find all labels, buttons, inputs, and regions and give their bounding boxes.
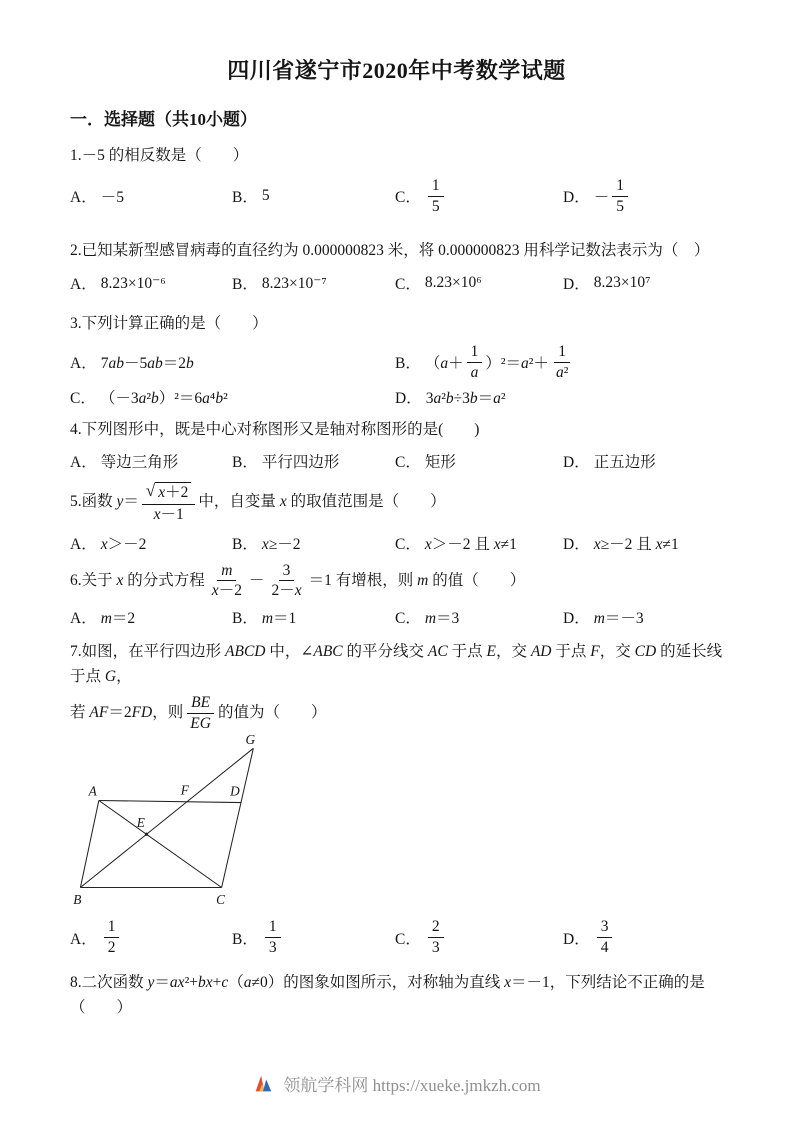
q3-option-d — [395, 386, 723, 408]
fraction-denominator: 5 — [616, 197, 624, 215]
option-text: m＝3 — [424, 610, 460, 628]
side-AD — [99, 801, 241, 803]
option-label: C． — [395, 610, 421, 628]
q3-options-row1 — [70, 343, 723, 382]
fraction-numerator: m — [217, 562, 236, 582]
label-G: G — [245, 734, 256, 748]
option-label: C． — [395, 535, 421, 553]
minus-sign: － — [593, 189, 610, 207]
option-label: A． — [70, 454, 97, 472]
option-label: D． — [563, 610, 590, 628]
question-5 — [70, 482, 723, 553]
radicand: x＋2 — [155, 482, 191, 502]
q4-option-d — [563, 450, 723, 472]
q5-stem — [70, 482, 723, 523]
q1-options — [70, 177, 723, 216]
label-D: D — [230, 783, 240, 799]
fraction-denominator: EG — [190, 714, 211, 732]
fraction — [186, 694, 215, 733]
option-label: C． — [70, 389, 96, 407]
fraction-denominator: a² — [555, 363, 569, 381]
option-label: B． — [395, 355, 421, 373]
q6-stem — [70, 562, 723, 601]
question-4 — [70, 418, 723, 473]
q4-stem: 4.下列图形中，既是中心对称图形又是轴对称图形的是( ) — [70, 420, 480, 438]
fraction-numerator: 3 — [279, 562, 295, 582]
fraction — [597, 918, 613, 957]
fraction — [612, 177, 628, 216]
q5-option-b — [232, 532, 395, 554]
q7-figure — [70, 734, 723, 910]
option-text: 7ab－5ab＝2b — [100, 355, 194, 373]
option-text: 8.23×10⁷ — [593, 274, 651, 292]
q6-option-c — [395, 606, 563, 628]
option-text: x＞－2 且 x≠1 — [424, 535, 517, 553]
option-label: C． — [395, 930, 421, 948]
label-E: E — [136, 815, 145, 831]
option-text: m＝1 — [261, 610, 297, 628]
label-B: B — [73, 892, 82, 908]
option-label: D． — [563, 276, 590, 294]
q7-stem-line1: 7.如图，在平行四边形 ABCD 中，∠ABC 的平分线交 AC 于点 E，交 AD 于点 F，交 CD 的延长线于点 G， — [70, 643, 723, 686]
fraction-numerator: 1 — [612, 177, 628, 197]
fraction-denominator: x－1 — [153, 505, 184, 523]
q1-stem: 1.－5 的相反数是（ ） — [70, 147, 249, 164]
point-E — [145, 833, 148, 836]
q4-options — [70, 450, 723, 472]
q7-options — [70, 918, 723, 957]
option-label: C． — [395, 276, 421, 294]
option-label: A． — [70, 355, 97, 373]
question-2 — [70, 239, 723, 294]
q2-stem: 2.已知某新型感冒病毒的直径约为 0.000000823 米，将 0.000000823 用科学记数法表示为（ ） — [70, 242, 710, 260]
q7-option-c — [395, 918, 563, 957]
q2-options — [70, 272, 723, 294]
option-text: 8.23×10⁶ — [424, 274, 482, 292]
option-label: A． — [70, 610, 97, 628]
option-text: （－3a²b）²＝6a⁴b² — [99, 389, 228, 407]
option-label: D． — [563, 535, 590, 553]
fraction — [267, 562, 305, 601]
q3-options-row2 — [70, 386, 723, 408]
q1-option-d — [563, 177, 723, 216]
option-text: （a＋ — [424, 355, 464, 373]
fraction — [142, 482, 196, 523]
q4-option-b — [232, 450, 395, 472]
label-C: C — [216, 892, 226, 908]
q1-option-c — [395, 177, 563, 216]
fraction — [552, 343, 572, 382]
option-text: 8.23×10⁻⁷ — [261, 274, 327, 292]
fraction — [428, 918, 444, 957]
stem-text: 中，自变量 x 的取值范围是（ ） — [198, 493, 446, 511]
parallelogram-diagram — [70, 734, 275, 910]
fraction-numerator — [142, 482, 196, 504]
fraction — [208, 562, 246, 601]
radical-sign-icon: √ — [145, 481, 156, 501]
q3-stem: 3.下列计算正确的是（ ） — [70, 315, 268, 333]
option-label: A． — [70, 535, 97, 553]
radical — [146, 482, 192, 502]
option-text: 8.23×10⁻⁶ — [100, 274, 166, 292]
fraction-denominator: 3 — [431, 939, 440, 957]
option-text: 等边三角形 — [100, 454, 179, 472]
option-text: ）²＝a²＋ — [485, 355, 549, 373]
diagonal-AC — [99, 801, 222, 888]
q5-option-c — [395, 532, 563, 554]
question-3 — [70, 312, 723, 407]
fraction-numerator: 3 — [597, 918, 613, 938]
q8-stem: 8.二次函数 y＝ax²+bx+c（a≠0）的图象如图所示，对称轴为直线 x＝－1，下列结论不正确的是（ ） — [70, 974, 705, 1016]
option-label: B． — [232, 610, 258, 628]
section-heading: 一．选择题（共10小题） — [70, 110, 257, 129]
q4-option-c — [395, 450, 563, 472]
q3-option-a — [70, 351, 395, 373]
question-1 — [70, 144, 723, 215]
fraction-denominator: x－2 — [211, 582, 242, 600]
option-text: 5 — [261, 187, 270, 205]
q3-option-c — [70, 386, 395, 408]
option-label: B． — [232, 535, 258, 553]
option-label: C． — [395, 454, 421, 472]
q5-option-a — [70, 532, 232, 554]
q4-option-a — [70, 450, 232, 472]
fraction-denominator: a — [470, 363, 479, 381]
fraction-denominator: 4 — [600, 939, 609, 957]
q2-option-b — [232, 272, 395, 294]
option-label: A． — [70, 189, 97, 207]
q1-option-b — [232, 185, 395, 207]
fraction — [428, 177, 444, 216]
q6-option-a — [70, 606, 232, 628]
footer-watermark — [0, 1071, 793, 1096]
line-BG-bisector — [80, 749, 253, 888]
watermark-text: 领航学科网 https://xueke.jmkzh.com — [283, 1076, 541, 1095]
q7-option-b — [232, 918, 395, 957]
q7-option-a — [70, 918, 232, 957]
fraction-denominator: 2 — [107, 939, 116, 957]
option-text: －5 — [100, 189, 124, 207]
q2-option-c — [395, 272, 563, 294]
q6-option-d — [563, 606, 723, 628]
q5-options — [70, 532, 723, 554]
q2-option-a — [70, 272, 232, 294]
q5-option-d — [563, 532, 723, 554]
option-label: D． — [395, 389, 422, 407]
q3-option-b — [395, 343, 723, 382]
option-label: A． — [70, 930, 97, 948]
option-text: x≥－2 且 x≠1 — [593, 535, 679, 553]
fraction-numerator: 1 — [104, 918, 120, 938]
q7-stem-line2 — [70, 694, 723, 733]
fraction-numerator: 1 — [467, 343, 483, 363]
option-label: B． — [232, 276, 258, 294]
fraction-numerator: 1 — [265, 918, 281, 938]
option-label: D． — [563, 454, 590, 472]
fraction — [265, 918, 281, 957]
q1-option-a — [70, 185, 232, 207]
option-text: m＝2 — [100, 610, 136, 628]
option-label: D． — [563, 189, 590, 207]
line-CG — [222, 749, 254, 888]
stem-text: 的值为（ ） — [217, 703, 327, 721]
q2-option-d — [563, 272, 723, 294]
option-label: B． — [232, 454, 258, 472]
label-A: A — [88, 783, 97, 799]
fraction-numerator: 2 — [428, 918, 444, 938]
stem-text: 5.函数 y＝ — [70, 493, 139, 511]
option-label: D． — [563, 930, 590, 948]
minus-sign: － — [248, 571, 265, 589]
fraction-denominator: 5 — [431, 197, 440, 215]
fraction-denominator: 3 — [268, 939, 277, 957]
q6-options — [70, 606, 723, 628]
q7-option-d — [563, 918, 723, 957]
option-label: A． — [70, 276, 97, 294]
option-text: x＞－2 — [100, 535, 147, 553]
page-title: 四川省遂宁市2020年中考数学试题 — [227, 58, 566, 83]
q6-option-b — [232, 606, 395, 628]
question-6 — [70, 562, 723, 629]
option-label: B． — [232, 189, 258, 207]
stem-text: 若 AF＝2FD，则 — [70, 703, 184, 721]
option-text: 正五边形 — [593, 454, 656, 472]
question-7 — [70, 640, 723, 957]
fraction — [104, 918, 120, 957]
option-text: m＝－3 — [593, 610, 644, 628]
option-label: B． — [232, 930, 258, 948]
fraction — [467, 343, 483, 382]
watermark-logo-icon — [252, 1073, 274, 1095]
option-text: 平行四边形 — [261, 454, 340, 472]
fraction-denominator: 2－x — [271, 582, 302, 600]
option-text: x≥－2 — [261, 535, 301, 553]
fraction-numerator: 1 — [554, 343, 570, 363]
label-F: F — [180, 782, 189, 798]
stem-text: 6.关于 x 的分式方程 — [70, 571, 205, 589]
fraction-numerator: BE — [187, 694, 214, 714]
stem-text: ＝1 有增根，则 m 的值（ ） — [308, 571, 526, 589]
question-8 — [70, 971, 723, 1021]
fraction-numerator: 1 — [428, 177, 444, 197]
option-text: 矩形 — [424, 454, 456, 472]
option-label: C． — [395, 189, 421, 207]
option-text: 3a²b÷3b＝a² — [425, 389, 506, 407]
